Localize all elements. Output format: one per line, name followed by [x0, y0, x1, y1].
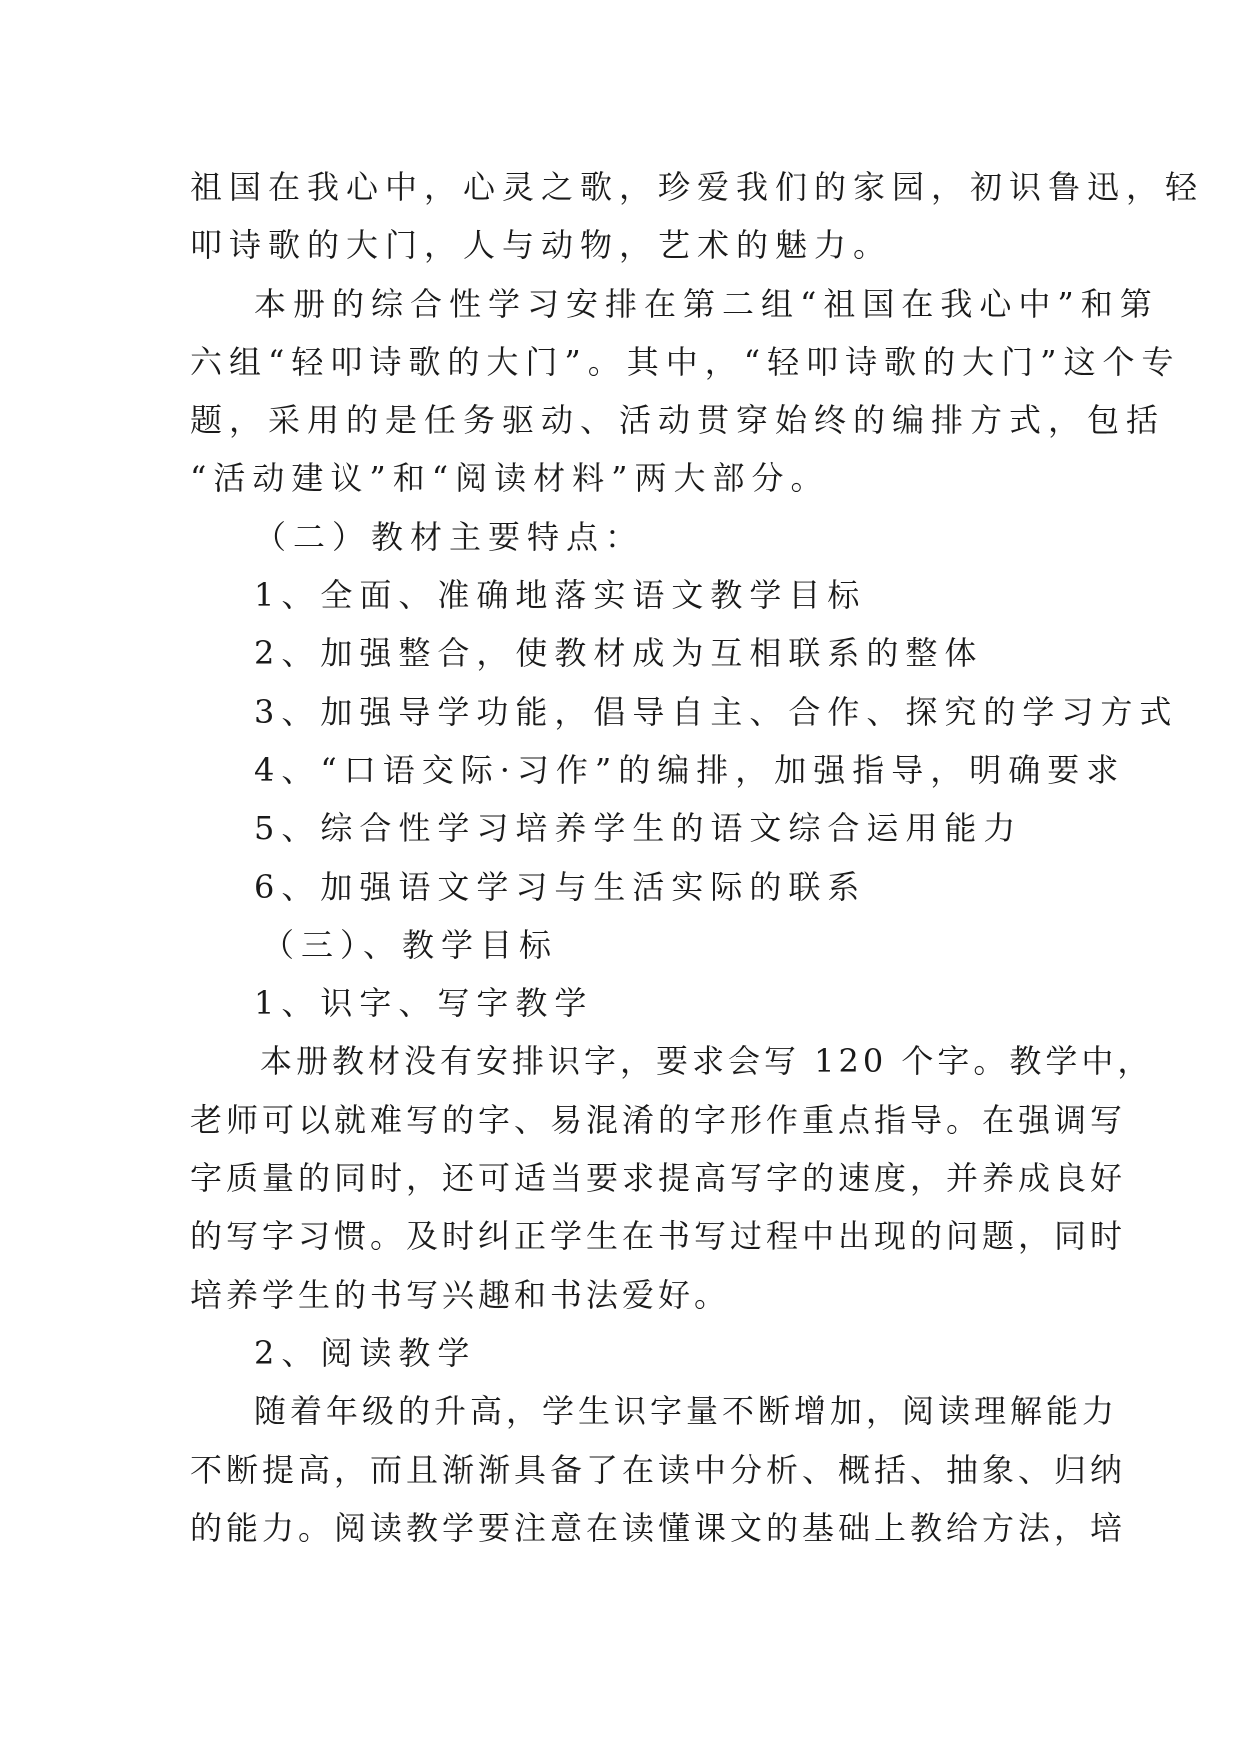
- paragraph-line: 的能力。阅读教学要注意在读懂课文的基础上教给方法，培: [190, 1508, 1127, 1547]
- paragraph-line: 随着年级的升高，学生识字量不断增加，阅读理解能力: [254, 1392, 1119, 1431]
- paragraph-line: 不断提高，而且渐渐具备了在读中分析、概括、抽象、归纳: [190, 1450, 1127, 1489]
- paragraph-line: 老师可以就难写的字、易混淆的字形作重点指导。在强调写: [190, 1100, 1127, 1139]
- document-body: [190, 158, 1205, 1557]
- list-item: 3、加强导学功能，倡导自主、合作、探究的学习方式: [254, 692, 1179, 731]
- paragraph-line: 字质量的同时，还可适当要求提高写字的速度，并养成良好: [190, 1159, 1127, 1198]
- list-item: 6、加强语文学习与生活实际的联系: [254, 867, 867, 906]
- subsection-heading: 1、识字、写字教学: [254, 984, 594, 1023]
- paragraph-line: 的写字习惯。及时纠正学生在书写过程中出现的问题，同时: [190, 1217, 1127, 1256]
- list-item: 5、综合性学习培养学生的语文综合运用能力: [254, 809, 1023, 848]
- list-item: 2、加强整合，使教材成为互相联系的整体: [254, 634, 984, 673]
- section-heading: （二）教材主要特点：: [254, 517, 645, 556]
- subsection-heading: 2、阅读教学: [254, 1333, 477, 1372]
- paragraph-line: 六组“轻叩诗歌的大门”。其中，“轻叩诗歌的大门”这个专: [190, 342, 1181, 381]
- paragraph-line: 本册教材没有安排识字，要求会写 120 个字。教学中，: [260, 1042, 1154, 1081]
- list-item: 4、“口语交际·习作”的编排，加强指导，明确要求: [254, 750, 1126, 789]
- paragraph-line: “活动建议”和“阅读材料”两大部分。: [190, 459, 830, 498]
- list-item: 1、全面、准确地落实语文教学目标: [254, 576, 867, 615]
- paragraph-line: 培养学生的书写兴趣和书法爱好。: [190, 1275, 731, 1314]
- paragraph-line: 祖国在我心中，心灵之歌，珍爱我们的家园，初识鲁迅，轻: [190, 168, 1205, 206]
- paragraph-line: 题，采用的是任务驱动、活动贯穿始终的编排方式，包括: [190, 401, 1166, 440]
- section-heading: （三）、教学目标: [262, 925, 559, 964]
- paragraph-line: 叩诗歌的大门，人与动物，艺术的魅力。: [190, 226, 893, 265]
- paragraph-line: 本册的综合性学习安排在第二组“祖国在我心中”和第: [254, 284, 1159, 323]
